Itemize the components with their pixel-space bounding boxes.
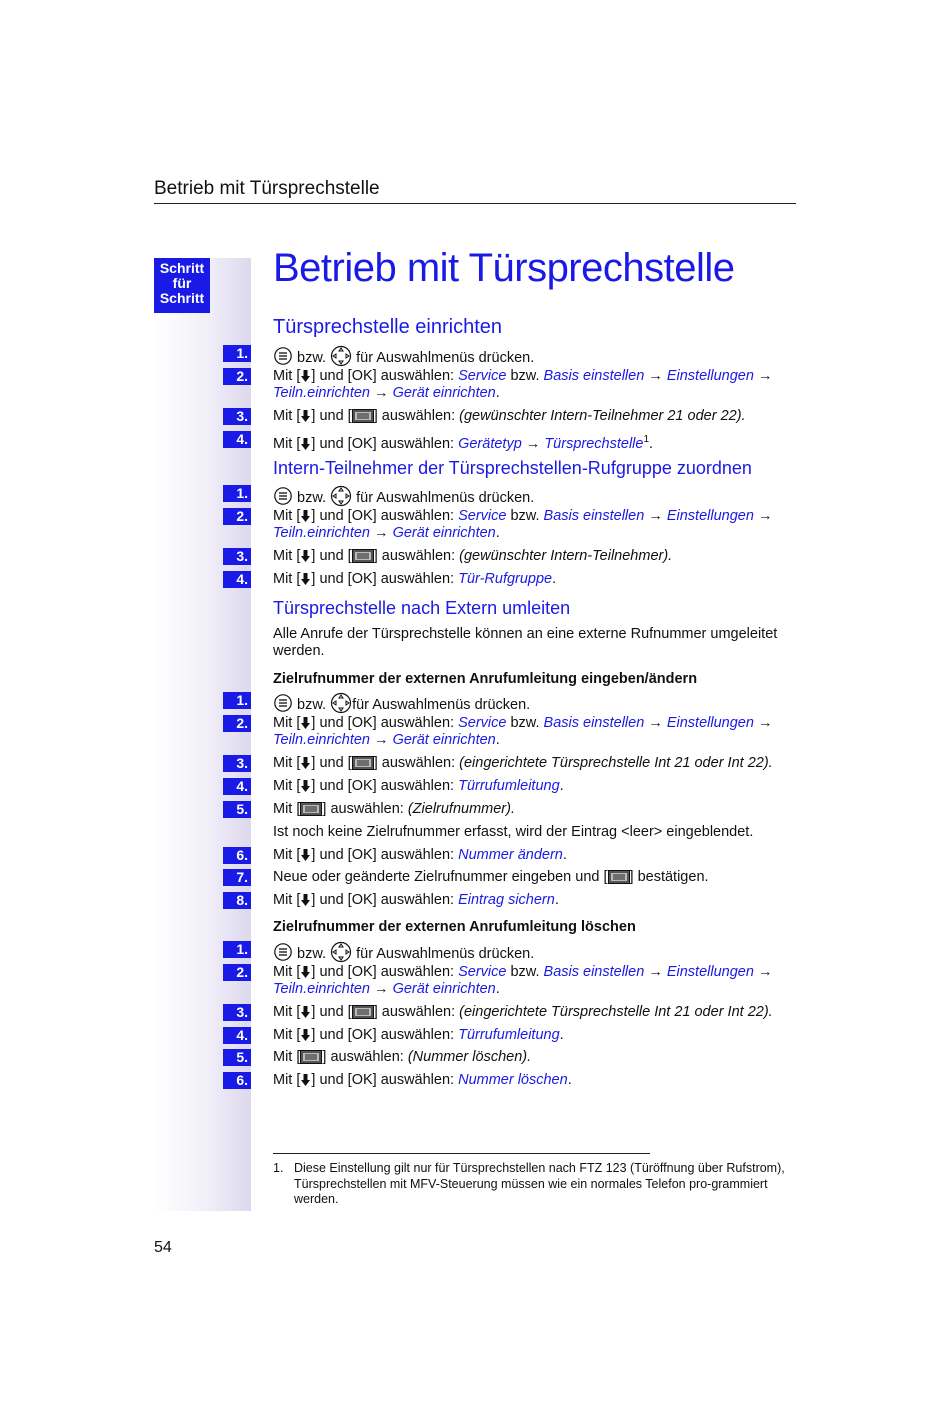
instruction-line: Mit [ ] und [OK] auswählen: Gerätetyp → Türsprechstelle$^1$.	[273, 434, 654, 452]
menu-key-icon	[273, 694, 293, 712]
step-number: 2.	[223, 368, 251, 385]
header-rule	[154, 203, 796, 204]
navigation-key-icon	[330, 485, 352, 507]
badge-line: Schritt	[159, 290, 205, 306]
display-key-icon	[352, 409, 374, 423]
arrow-down-icon	[300, 1073, 311, 1087]
step-number: 2.	[223, 508, 251, 525]
step-number: 3.	[223, 408, 251, 425]
footnote-ref[interactable]: 1	[643, 434, 650, 445]
step-number: 4.	[223, 778, 251, 795]
step-number: 3.	[223, 755, 251, 772]
page-number: 54	[154, 1239, 172, 1256]
section-heading: Türsprechstelle nach Extern umleiten	[273, 598, 571, 618]
badge-line: Schritt	[159, 260, 205, 276]
running-header: Betrieb mit Türsprechstelle	[154, 178, 380, 199]
arrow-down-icon	[300, 965, 311, 979]
step-margin-band	[154, 258, 251, 1211]
subsection-heading: Zielrufnummer der externen Anrufumleitung eingeben/ändern	[273, 671, 698, 687]
step-number: 3.	[223, 1004, 251, 1021]
instruction-line: Mit [ ] und [ ] auswählen: (gewünschter Intern-Teilnehmer 21 oder 22).	[273, 408, 746, 424]
step-number: 8.	[223, 892, 251, 909]
footnote-text: Diese Einstellung gilt nur für Türsprechstellen nach FTZ 123 (Türöffnung über Rufstrom), Türsprechstellen mit MFV-Steuerung müssen wie ein normales Telefon pro-grammiert werden.	[294, 1161, 785, 1206]
instruction-line: Mit [ ] und [OK] auswählen: Service bzw. Basis einstellen → Einstellungen →	[273, 964, 773, 980]
step-number: 3.	[223, 548, 251, 565]
step-number: 6.	[223, 1072, 251, 1089]
subsection-heading: Zielrufnummer der externen Anrufumleitung löschen	[273, 919, 636, 935]
instruction-line-continued: Teiln.einrichten → Gerät einrichten.	[273, 981, 500, 997]
instruction-line: bzw. für Auswahlmenüs drücken.	[273, 345, 534, 367]
arrow-down-icon	[300, 1005, 311, 1019]
instruction-line: Mit [ ] und [ ] auswählen: (eingerichtete Türsprechstelle Int 21 oder Int 22).	[273, 1004, 773, 1020]
navigation-key-icon	[330, 692, 352, 714]
arrow-down-icon	[300, 549, 311, 563]
instruction-line: bzw. für Auswahlmenüs drücken.	[273, 692, 530, 714]
display-key-icon	[608, 870, 630, 884]
arrow-down-icon	[300, 1028, 311, 1042]
arrow-down-icon	[300, 893, 311, 907]
display-key-icon	[352, 756, 374, 770]
step-number: 4.	[223, 1027, 251, 1044]
note-line: Ist noch keine Zielrufnummer erfasst, wird der Eintrag <leer> eingeblendet.	[273, 824, 754, 840]
step-number: 5.	[223, 801, 251, 818]
arrow-down-icon	[300, 369, 311, 383]
instruction-line: Mit [ ] und [OK] auswählen: Türrufumleitung.	[273, 778, 564, 794]
instruction-line-continued: Teiln.einrichten → Gerät einrichten.	[273, 385, 500, 401]
step-number: 7.	[223, 869, 251, 886]
arrow-down-icon	[300, 716, 311, 730]
menu-key-icon	[273, 347, 293, 365]
step-number: 1.	[223, 941, 251, 958]
badge-line: für	[172, 275, 192, 291]
arrow-down-icon	[300, 572, 311, 586]
step-number: 2.	[223, 715, 251, 732]
arrow-down-icon	[300, 848, 311, 862]
section-heading: Intern-Teilnehmer der Türsprechstellen-Rufgruppe zuordnen	[273, 458, 752, 478]
navigation-key-icon	[330, 345, 352, 367]
instruction-line: Mit [ ] und [OK] auswählen: Eintrag sichern.	[273, 892, 559, 908]
menu-key-icon	[273, 487, 293, 505]
section-heading: Türsprechstelle einrichten	[273, 316, 502, 338]
step-number: 6.	[223, 847, 251, 864]
instruction-line: Mit [ ] und [OK] auswählen: Nummer ändern.	[273, 847, 567, 863]
schritt-fuer-schritt-badge	[154, 258, 210, 313]
menu-key-icon	[273, 943, 293, 961]
instruction-line: Mit [ ] und [ ] auswählen: (gewünschter Intern-Teilnehmer).	[273, 548, 673, 564]
instruction-line: Neue oder geänderte Zielrufnummer eingeben und [ ] bestätigen.	[273, 869, 709, 885]
footnote-number: 1.	[273, 1161, 284, 1175]
display-key-icon	[352, 549, 374, 563]
step-number: 1.	[223, 485, 251, 502]
display-key-icon	[300, 1050, 322, 1064]
page-title: Betrieb mit Türsprechstelle	[273, 246, 735, 290]
step-number: 2.	[223, 964, 251, 981]
instruction-line-continued: Teiln.einrichten → Gerät einrichten.	[273, 525, 500, 541]
section-intro: Alle Anrufe der Türsprechstelle können an eine externe Rufnummer umgeleitet werden.	[273, 626, 778, 659]
arrow-down-icon	[300, 756, 311, 770]
instruction-line: Mit [ ] und [OK] auswählen: Service bzw. Basis einstellen → Einstellungen →	[273, 508, 773, 524]
display-key-icon	[300, 802, 322, 816]
instruction-line: Mit [ ] auswählen: (Zielrufnummer).	[273, 801, 515, 817]
step-number: 5.	[223, 1049, 251, 1066]
step-number: 4.	[223, 431, 251, 448]
arrow-down-icon	[300, 509, 311, 523]
step-number: 1.	[223, 345, 251, 362]
instruction-line: Mit [ ] und [ ] auswählen: (eingerichtete Türsprechstelle Int 21 oder Int 22).	[273, 755, 773, 771]
navigation-key-icon	[330, 941, 352, 963]
instruction-line-continued: Teiln.einrichten → Gerät einrichten.	[273, 732, 500, 748]
step-number: 1.	[223, 692, 251, 709]
arrow-down-icon	[300, 779, 311, 793]
display-key-icon	[352, 1005, 374, 1019]
instruction-line: Mit [ ] und [OK] auswählen: Nummer löschen.	[273, 1072, 572, 1088]
instruction-line: Mit [ ] und [OK] auswählen: Service bzw. Basis einstellen → Einstellungen →	[273, 368, 773, 384]
instruction-line: Mit [ ] und [OK] auswählen: Tür-Rufgruppe.	[273, 571, 557, 587]
footnote-rule	[273, 1153, 650, 1154]
instruction-line: Mit [ ] auswählen: (Nummer löschen).	[273, 1049, 532, 1065]
arrow-down-icon	[300, 437, 311, 451]
instruction-line: Mit [ ] und [OK] auswählen: Türrufumleitung.	[273, 1027, 564, 1043]
step-number: 4.	[223, 571, 251, 588]
instruction-line: Mit [ ] und [OK] auswählen: Service bzw. Basis einstellen → Einstellungen →	[273, 715, 773, 731]
arrow-down-icon	[300, 409, 311, 423]
instruction-line: bzw. für Auswahlmenüs drücken.	[273, 485, 534, 507]
instruction-line: bzw. für Auswahlmenüs drücken.	[273, 941, 534, 963]
